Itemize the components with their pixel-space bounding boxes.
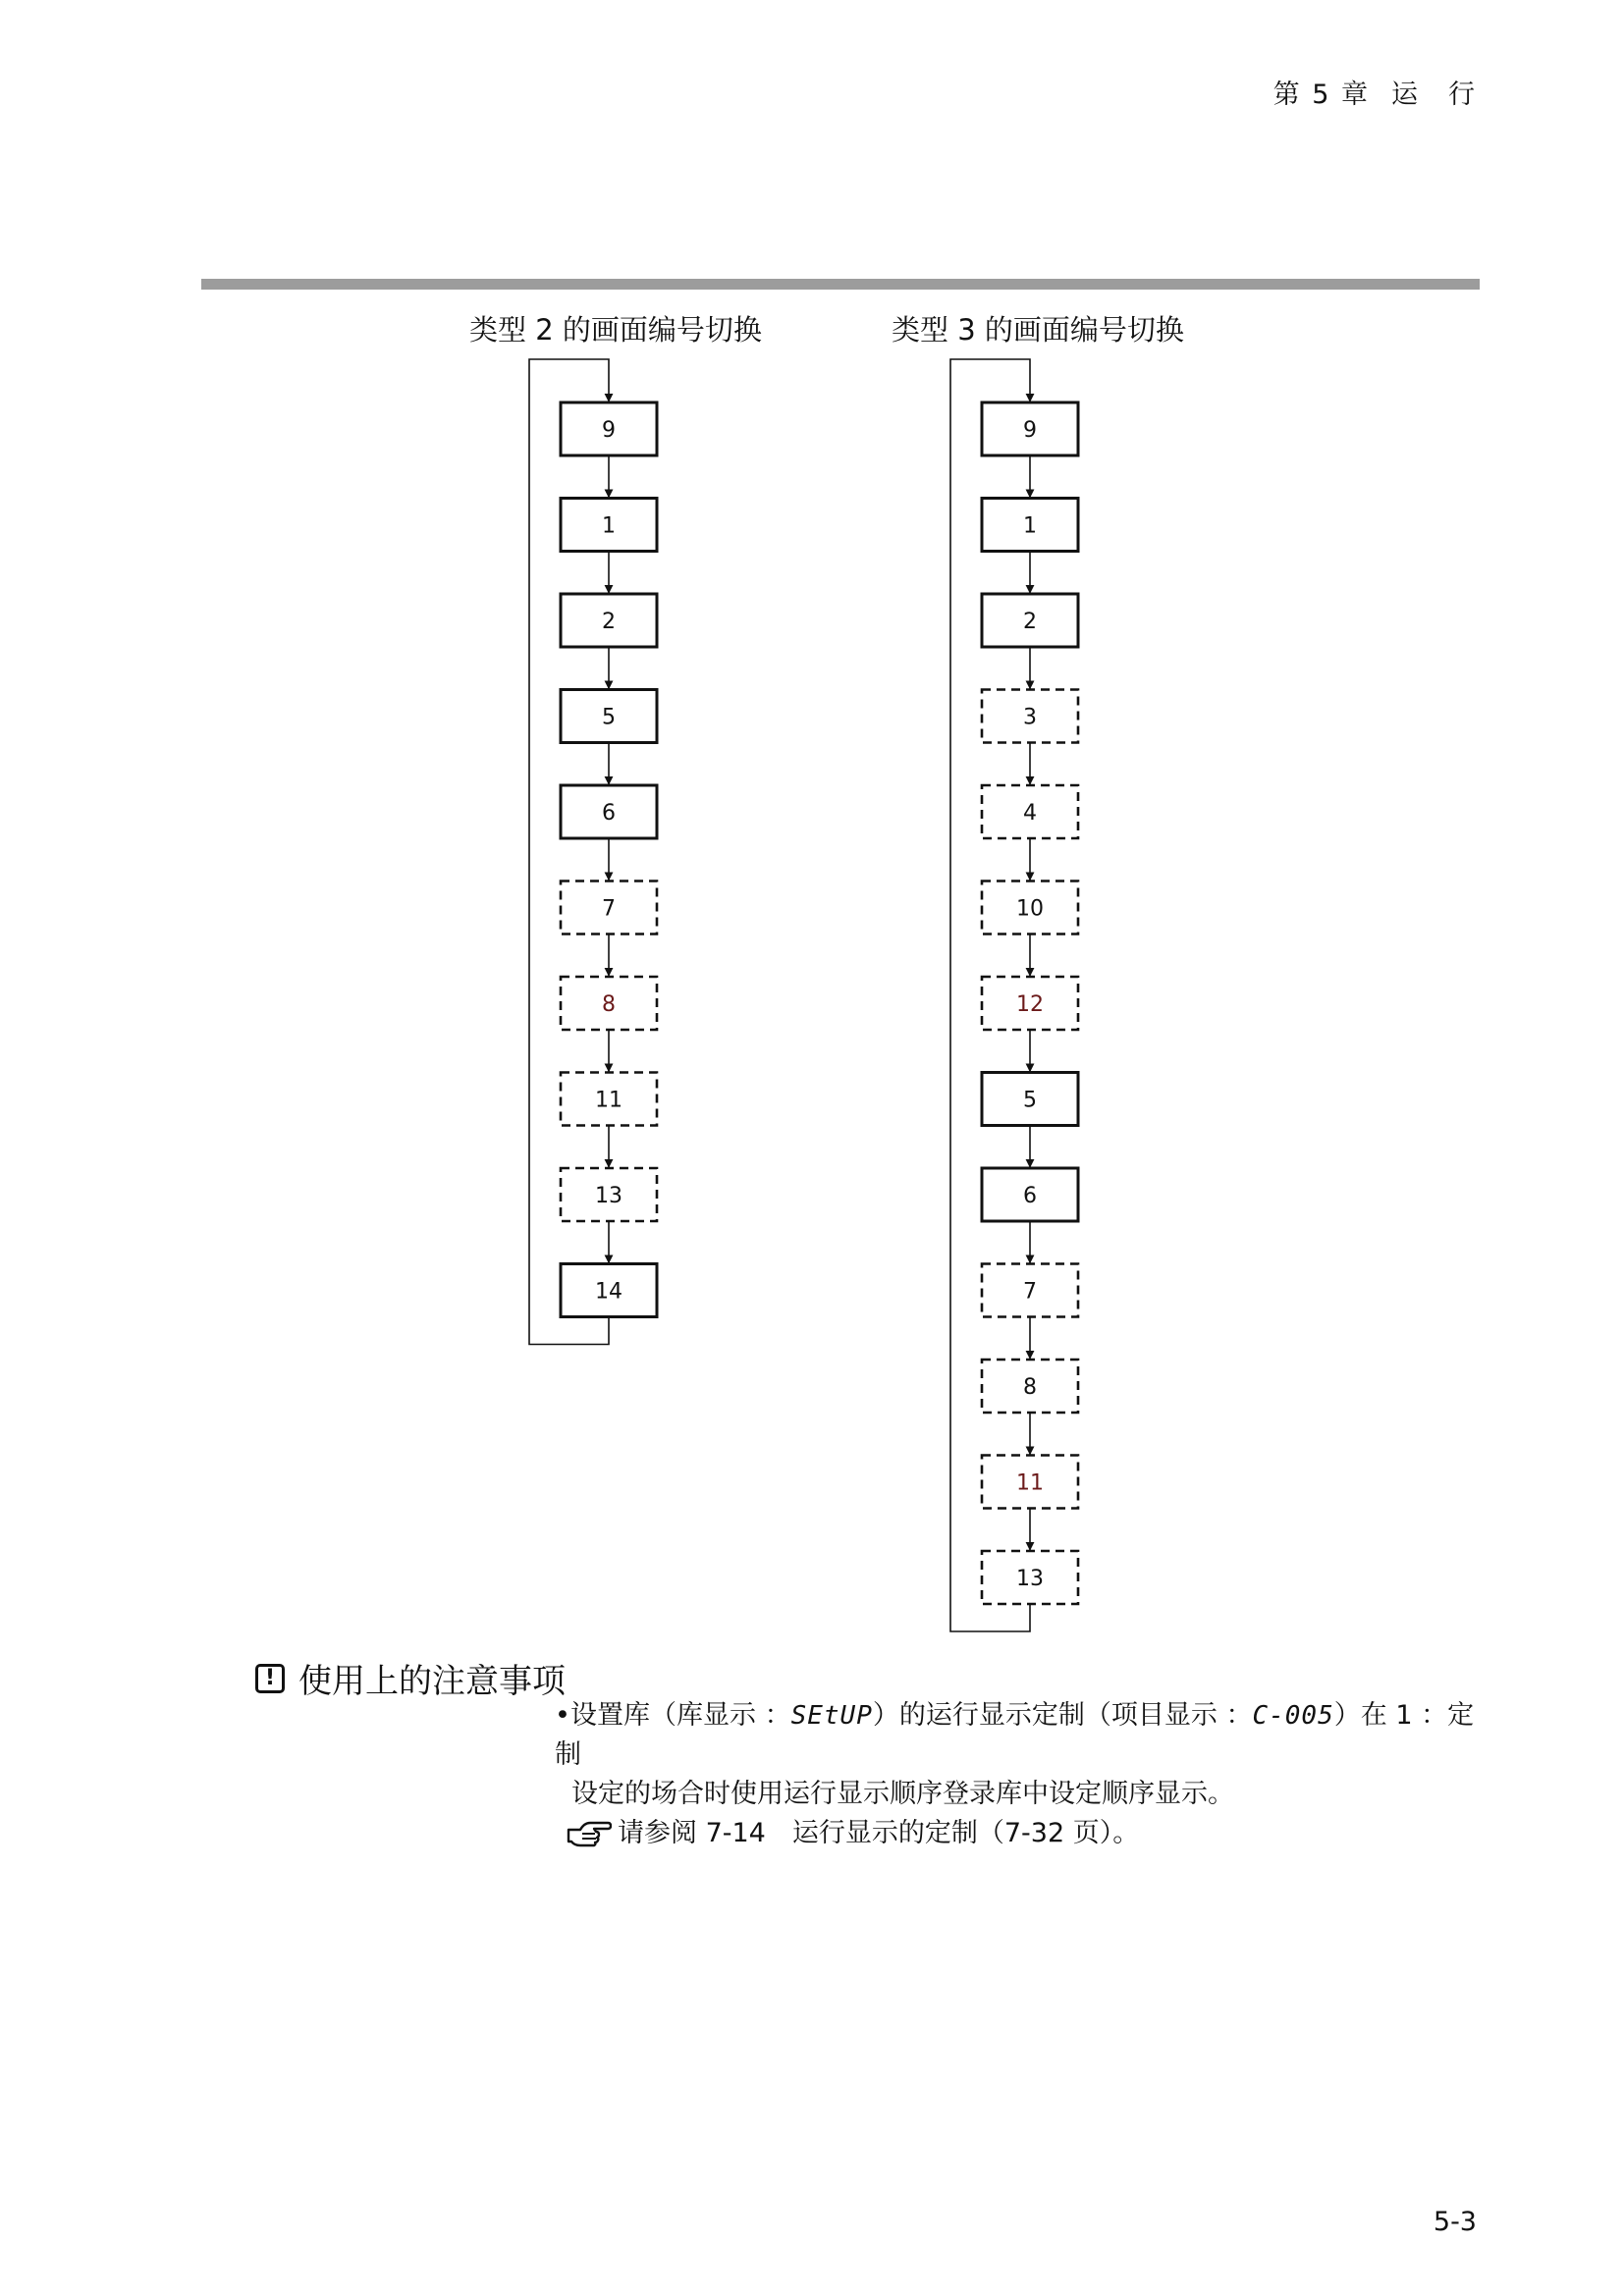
screen-number-label: 9: [1023, 418, 1037, 443]
bullet: •: [555, 1700, 570, 1731]
flow-type3: [950, 359, 1078, 1631]
flow-title-type3: 类型 3 的画面编号切换: [892, 313, 1184, 347]
screen-number-label: 10: [1016, 896, 1044, 922]
screen-number-label: 7: [1023, 1279, 1037, 1305]
screen-number-label: 11: [595, 1088, 623, 1113]
usage-notice: [255, 1654, 566, 1702]
flow-type2: [529, 359, 657, 1345]
screen-number-label: 2: [1023, 610, 1037, 634]
screen-number-label: 8: [602, 992, 616, 1017]
segment-display-setup: SEtUP: [790, 1701, 873, 1731]
notice-text: 设置库（库显示 ：: [570, 1700, 791, 1731]
flow-title-type2: 类型 2 的画面编号切换: [469, 313, 762, 347]
notice-title: 使用上的注意事项: [298, 1662, 566, 1701]
notice-line-2: 设定的场合时使用运行显示顺序登录库中设定顺序显示。: [571, 1779, 1234, 1809]
screen-number-label: 13: [595, 1184, 623, 1208]
screen-number-label: 5: [602, 705, 616, 730]
page-number: 5-3: [1433, 2207, 1477, 2237]
chapter-title: 运 行: [1391, 80, 1477, 110]
screen-number-label: 9: [602, 418, 616, 443]
screen-number-label: 6: [602, 801, 616, 826]
screen-number-label: 6: [1023, 1184, 1037, 1208]
chapter-number: 第 5 章: [1272, 80, 1370, 110]
reference-text: 请参阅 7-14 运行显示的定制（7-32 页）。: [618, 1818, 1140, 1848]
screen-number-label: 8: [1023, 1375, 1037, 1400]
screen-number-label: 4: [1023, 801, 1037, 826]
screen-number-label: 13: [1016, 1567, 1044, 1591]
notice-text: ）在 1 ：定制: [555, 1700, 1475, 1770]
screen-number-label: 1: [1023, 513, 1037, 539]
screen-number-label: 3: [1023, 705, 1037, 730]
notice-body: [555, 1696, 1497, 1853]
notice-text: ）的运行显示定制（项目显示 ：: [872, 1700, 1253, 1731]
screen-number-label: 2: [602, 610, 616, 634]
screen-number-label: 12: [1016, 992, 1044, 1017]
screen-number-label: 1: [602, 513, 616, 539]
exclamation-box-icon: !: [255, 1664, 285, 1693]
segment-display-item: C-005: [1252, 1701, 1334, 1731]
screen-number-label: 14: [595, 1279, 623, 1305]
screen-number-label: 11: [1016, 1470, 1044, 1496]
pointing-hand-icon: [567, 1820, 612, 1847]
screen-number-label: 5: [1023, 1088, 1037, 1113]
notice-line-1: [555, 1696, 1497, 1775]
reference-line: [555, 1814, 1497, 1853]
screen-number-label: 7: [602, 896, 616, 922]
